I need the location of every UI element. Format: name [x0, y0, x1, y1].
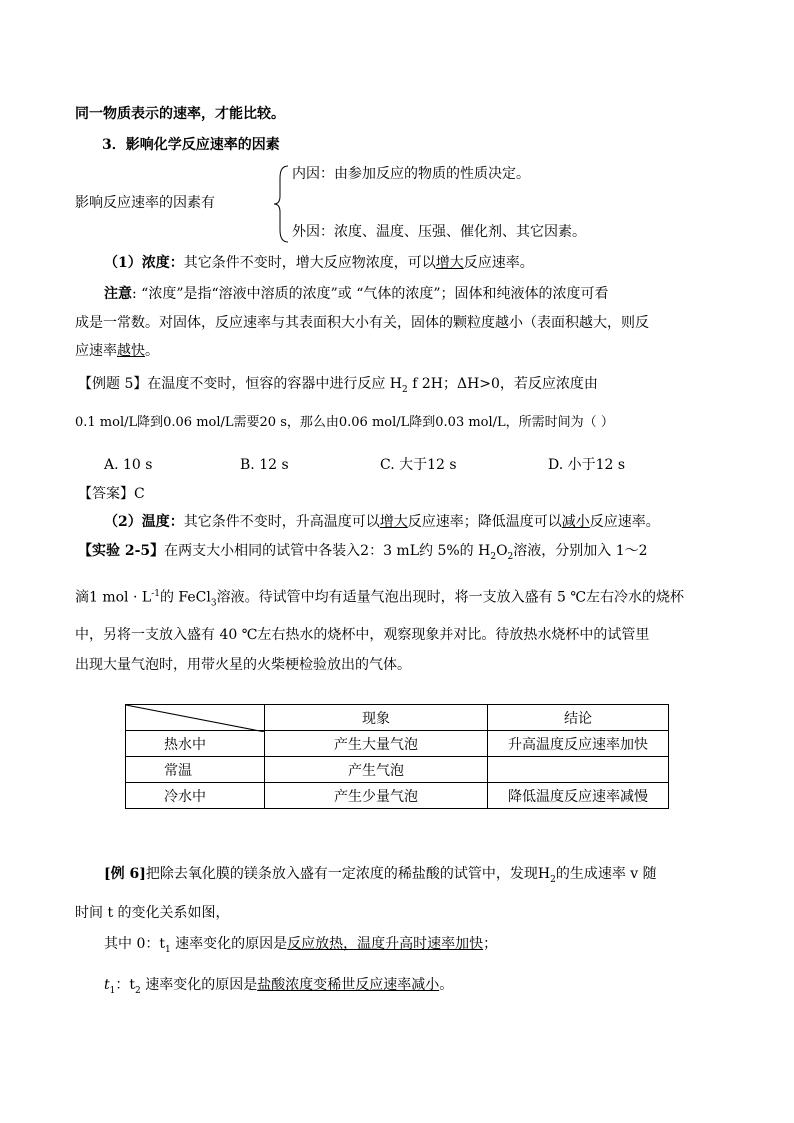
experiment-text-1a: 在两支大小相同的试管中各装入2：3 mL约 5%的 H: [164, 543, 491, 559]
table-cell: 产生大量气泡: [265, 731, 488, 757]
option-b: B. 12 s: [240, 457, 289, 473]
example6-underlined-3: 反应放热，温度升高时速率加快: [287, 936, 484, 952]
temperature-text-c: 反应速率。: [589, 514, 660, 530]
example6-text-3a: 其中 0：t: [104, 936, 165, 952]
subscript: 2: [550, 874, 556, 885]
concentration-underlined: 增大: [435, 255, 464, 271]
experiment-text-2c: 溶液。待试管中均有适量气泡出现时，将一支放入盛有 5 ℃左右冷水的烧杯: [216, 589, 685, 606]
external-factor: 外因：浓度、温度、压强、催化剂、其它因素。: [292, 224, 586, 240]
subscript: 2: [402, 384, 408, 395]
experiment-text-2a: 滴1 mol · L: [75, 589, 152, 606]
subscript: 3: [210, 598, 217, 609]
experiment-tag: 【实验 2-5】: [78, 543, 165, 559]
table-row: [126, 757, 669, 783]
table-cell: 产生少量气泡: [265, 783, 488, 809]
subscript: 2: [490, 551, 497, 562]
subscript: 2: [135, 985, 141, 996]
concentration-head: （1）浓度：: [104, 255, 184, 271]
experiment-text-2b: 的 FeCl: [159, 589, 211, 606]
brace-icon: [272, 164, 292, 244]
note-line-3: [75, 341, 159, 361]
table-cell: 升高温度反应速率加快: [488, 731, 669, 757]
note-underlined: 越快: [117, 343, 145, 359]
note-line-1: [104, 284, 609, 304]
internal-factor: 内因：由参加反应的物质的性质决定。: [292, 166, 530, 182]
example6-line-1: [104, 864, 657, 890]
table-cell: 降低温度反应速率减慢: [488, 783, 669, 809]
note-text-3b: 。: [145, 343, 159, 359]
subscript: 2: [507, 551, 514, 562]
example6-line-3: [104, 934, 497, 960]
example6-line-4: [104, 975, 453, 1001]
example6-line-2: 时间 t 的变化关系如图，: [75, 905, 230, 921]
table-row: [126, 731, 669, 757]
factors-label: 影响反应速率的因素有: [75, 195, 215, 211]
table-cell: 热水中: [126, 731, 265, 757]
example5-text-a: 在温度不变时，恒容的容器中进行反应 H: [147, 376, 403, 392]
experiment-line-2: [75, 584, 684, 613]
table-header-row: [126, 705, 669, 731]
example5-stem-2: 0.1 mol/L降到0.06 mol/L需要20 s，那么由0.06 mol/L降到0.03 mol/L，所需时间为（ ）: [75, 415, 614, 430]
table-cell: [488, 757, 669, 783]
concentration-text: 其它条件不变时，增大反应物浓度，可以: [183, 255, 436, 271]
experiment-text-1b: O: [496, 543, 508, 559]
option-a: A. 10 s: [104, 457, 153, 473]
temperature-underlined-2: 减小: [561, 514, 590, 530]
section-title: 3．影响化学反应速率的因素: [102, 137, 280, 153]
experiment-text-1c: 溶液，分别加入 1～2: [513, 543, 648, 559]
note-line-2: 成是一常数。对固体，反应速率与其表面积大小有关，固体的颗粒度越小（表面积越大，则反: [75, 315, 649, 331]
example6-tag: [例 6]: [104, 866, 146, 882]
experiment-line-1: [78, 541, 648, 567]
example6-text-3b: 速率变化的原因是: [170, 936, 288, 952]
example6-text-4a: t: [104, 977, 110, 993]
example5-text-b: f 2H；ΔH>0，若反应浓度由: [407, 376, 598, 392]
table-header: 现象: [265, 705, 488, 731]
temperature-text-b: 反应速率；降低温度可以: [407, 514, 562, 530]
temperature-para: [104, 512, 660, 532]
table-header: 结论: [488, 705, 669, 731]
note-head: 注意: [104, 286, 132, 302]
example6-text-1b: 的生成速率 v 随: [555, 866, 657, 882]
example6-text-4d: 。: [439, 977, 454, 993]
example6-text-1a: 把除去氧化膜的镁条放入盛有一定浓度的稀盐酸的试管中，发现H: [145, 866, 551, 882]
option-d: D. 小于12 s: [548, 457, 626, 473]
table-cell: 产生气泡: [265, 757, 488, 783]
experiment-line-3: 中，另将一支放入盛有 40 ℃左右热水的烧杯中，观察现象并对比。待放热水烧杯中的试管里: [75, 627, 650, 643]
example6-underlined-4: 盐酸浓度变稀世反应速率减小: [257, 977, 440, 993]
subscript: 1: [109, 985, 116, 996]
concentration-tail: 反应速率。: [463, 255, 534, 271]
example6-text-3c: ；: [483, 936, 498, 952]
note-text-3a: 应速率: [75, 343, 117, 359]
concentration-para: [104, 253, 534, 273]
intro-line: 同一物质表示的速率，才能比较。: [75, 106, 285, 122]
example6-text-4c: 速率变化的原因是: [140, 977, 258, 993]
table-cell: 冷水中: [126, 783, 265, 809]
option-c: C. 大于12 s: [380, 457, 457, 473]
subscript: 1: [164, 944, 171, 955]
example5-tag: 【例题 5】: [78, 376, 148, 392]
superscript: -1: [151, 589, 160, 599]
example6-text-4b: ：t: [115, 977, 136, 993]
example5-answer: 【答案】C: [78, 486, 145, 502]
table-row: [126, 783, 669, 809]
diagonal-header-cell: [126, 705, 265, 731]
note-text-1: : “浓度”是指“溶液中溶质的浓度”或 “气体的浓度”；固体和纯液体的浓度可看: [132, 286, 609, 302]
experiment-table: [125, 704, 669, 809]
table-cell: 常温: [126, 757, 265, 783]
temperature-head: （2）温度：: [104, 514, 184, 530]
experiment-line-4: 出现大量气泡时，用带火星的火柴梗检验放出的气体。: [75, 657, 411, 673]
temperature-text-a: 其它条件不变时，升高温度可以: [183, 514, 380, 530]
temperature-underlined-1: 增大: [379, 514, 408, 530]
example5-stem: [78, 374, 598, 400]
